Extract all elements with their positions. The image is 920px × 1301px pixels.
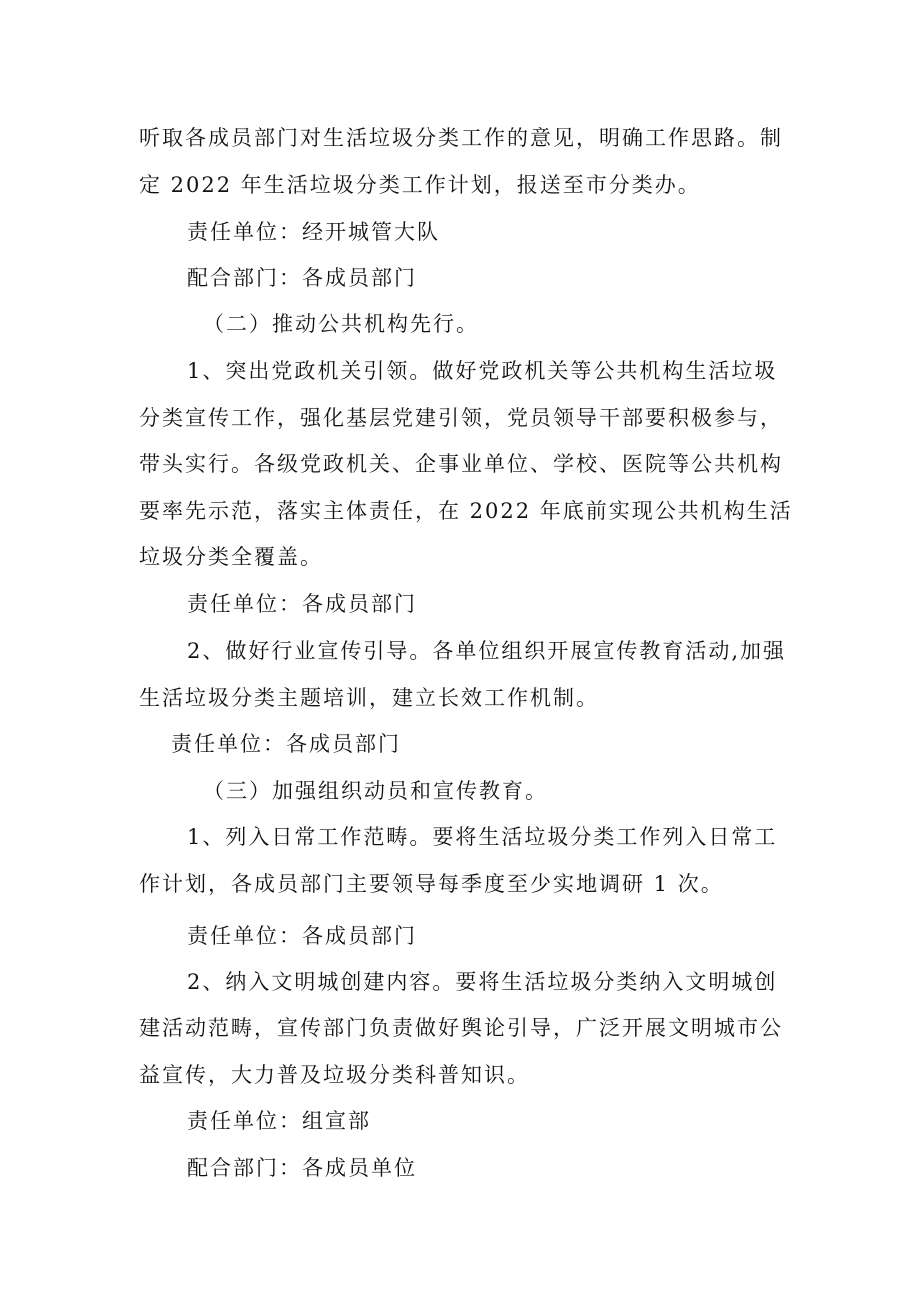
responsible-unit-line: 责任单位：各成员部门 — [171, 732, 401, 756]
cooperating-dept-line: 配合部门：各成员单位 — [187, 1156, 417, 1180]
responsible-unit-line: 责任单位：各成员部门 — [187, 924, 417, 948]
paragraph-line: 分类宣传工作，强化基层党建引领，党员领导干部要积极参与， — [139, 406, 783, 430]
section-heading: （三）加强组织动员和宣传教育。 — [203, 779, 548, 803]
paragraph-line: 作计划，各成员部门主要领导每季度至少实地调研 1 次。 — [139, 872, 724, 896]
paragraph-line: 垃圾分类全覆盖。 — [139, 545, 323, 569]
paragraph-line: 听取各成员部门对生活垃圾分类工作的意见，明确工作思路。制 — [139, 126, 783, 150]
cooperating-dept-line: 配合部门：各成员部门 — [187, 266, 417, 290]
section-heading: （二）推动公共机构先行。 — [203, 312, 479, 336]
paragraph-line: 2、纳入文明城创建内容。要将生活垃圾分类纳入文明城创 — [187, 970, 778, 994]
paragraph-line: 1、突出党政机关引领。做好党政机关等公共机构生活垃圾 — [187, 359, 778, 383]
paragraph-line: 定 2022 年生活垃圾分类工作计划，报送至市分类办。 — [139, 173, 701, 197]
responsible-unit-line: 责任单位：经开城管大队 — [187, 220, 440, 244]
responsible-unit-line: 责任单位：组宣部 — [187, 1109, 371, 1133]
paragraph-line: 2、做好行业宣传引导。各单位组织开展宣传教育活动,加强 — [187, 639, 787, 663]
paragraph-line: 要率先示范，落实主体责任，在 2022 年底前实现公共机构生活 — [139, 499, 793, 523]
paragraph-line: 生活垃圾分类主题培训，建立长效工作机制。 — [139, 686, 599, 710]
paragraph-line: 建活动范畴，宣传部门负责做好舆论引导，广泛开展文明城市公 — [139, 1016, 783, 1040]
paragraph-line: 带头实行。各级党政机关、企事业单位、学校、医院等公共机构 — [139, 452, 783, 476]
paragraph-line: 益宣传，大力普及垃圾分类科普知识。 — [139, 1063, 530, 1087]
paragraph-line: 1、列入日常工作范畴。要将生活垃圾分类工作列入日常工 — [187, 825, 778, 849]
responsible-unit-line: 责任单位：各成员部门 — [187, 592, 417, 616]
